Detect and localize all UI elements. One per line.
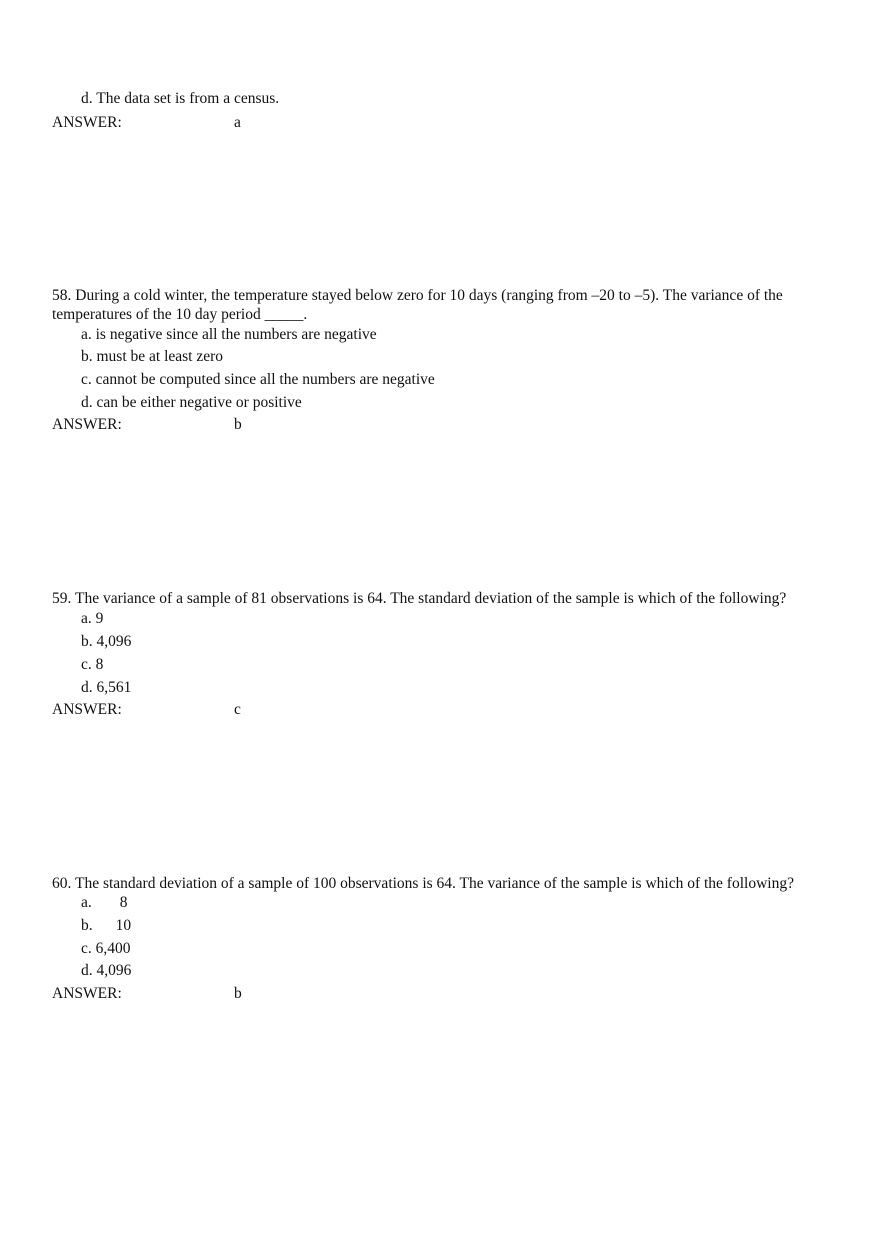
question-59-option-b: b. 4,096 bbox=[81, 633, 132, 650]
question-60-option-b-letter: b. bbox=[81, 917, 93, 934]
question-58-text-line1: 58. During a cold winter, the temperature stayed below zero for 10 days (ranging from –20 to –5). The variance of the bbox=[52, 287, 783, 304]
question-59-text: 59. The variance of a sample of 81 observations is 64. The standard deviation of the sample is which of the following? bbox=[52, 590, 787, 607]
question-58-option-d: d. can be either negative or positive bbox=[81, 394, 302, 411]
question-60-option-b bbox=[81, 917, 131, 935]
question-58-option-a: a. is negative since all the numbers are negative bbox=[81, 326, 377, 343]
question-59-answer-value: c bbox=[234, 701, 241, 718]
question-58-option-c: c. cannot be computed since all the numbers are negative bbox=[81, 371, 435, 388]
answer-label: ANSWER: bbox=[52, 114, 122, 131]
question-59-option-a: a. 9 bbox=[81, 610, 104, 627]
question-60-option-a bbox=[81, 894, 128, 912]
question-59-answer-label: ANSWER: bbox=[52, 701, 122, 718]
question-60-option-d: d. 4,096 bbox=[81, 962, 132, 979]
option-d: d. The data set is from a census. bbox=[81, 90, 280, 107]
question-59-option-c: c. 8 bbox=[81, 656, 104, 673]
question-60-option-a-value: 8 bbox=[119, 894, 128, 911]
question-58-option-b: b. must be at least zero bbox=[81, 348, 224, 365]
question-60-answer-value: b bbox=[234, 985, 242, 1002]
question-59-option-d: d. 6,561 bbox=[81, 679, 132, 696]
question-60-text: 60. The standard deviation of a sample of 100 observations is 64. The variance of the sample is which of the following? bbox=[52, 875, 794, 892]
question-58-answer-label: ANSWER: bbox=[52, 416, 122, 433]
answer-value: a bbox=[234, 114, 241, 131]
question-60-option-b-value: 10 bbox=[115, 917, 132, 934]
question-60-answer-label: ANSWER: bbox=[52, 985, 122, 1002]
question-58-answer-value: b bbox=[234, 416, 242, 433]
question-60-option-c: c. 6,400 bbox=[81, 940, 131, 957]
question-58-text-line2: temperatures of the 10 day period _____. bbox=[52, 306, 308, 323]
question-60-option-a-letter: a. bbox=[81, 894, 92, 911]
